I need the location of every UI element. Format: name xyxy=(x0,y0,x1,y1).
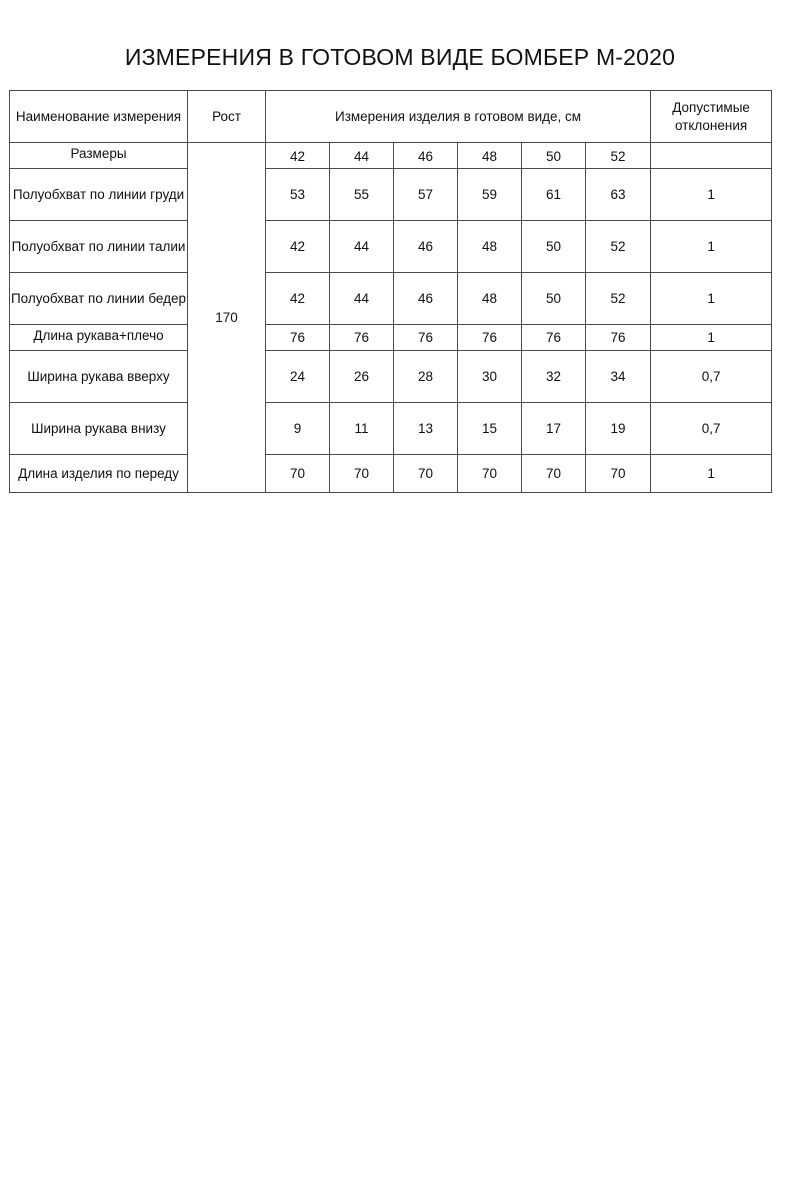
value-cell: 48 xyxy=(458,221,522,273)
value-cell: 46 xyxy=(394,273,458,325)
value-cell: 9 xyxy=(266,403,330,455)
measurements-table xyxy=(9,90,772,493)
row-name: Полуобхват по линии бедер xyxy=(10,273,188,325)
value-cell: 42 xyxy=(266,221,330,273)
row-name: Полуобхват по линии груди xyxy=(10,169,188,221)
header-row xyxy=(10,91,772,143)
size-cell: 42 xyxy=(266,143,330,169)
page-title: ИЗМЕРЕНИЯ В ГОТОВОМ ВИДЕ БОМБЕР М-2020 xyxy=(124,44,676,70)
height-value: 170 xyxy=(188,143,266,493)
tolerance-cell: 1 xyxy=(651,273,772,325)
value-cell: 59 xyxy=(458,169,522,221)
value-cell: 28 xyxy=(394,351,458,403)
value-cell: 76 xyxy=(586,325,651,351)
value-cell: 70 xyxy=(330,455,394,493)
value-cell: 19 xyxy=(586,403,651,455)
value-cell: 53 xyxy=(266,169,330,221)
table-row xyxy=(10,455,772,493)
sizes-row xyxy=(10,143,772,169)
header-tolerance: Допустимые отклонения xyxy=(651,91,772,143)
tolerance-cell: 0,7 xyxy=(651,403,772,455)
value-cell: 76 xyxy=(266,325,330,351)
table-row xyxy=(10,403,772,455)
tolerance-cell: 1 xyxy=(651,455,772,493)
tolerance-cell: 1 xyxy=(651,221,772,273)
value-cell: 76 xyxy=(458,325,522,351)
value-cell: 76 xyxy=(330,325,394,351)
tolerance-cell: 1 xyxy=(651,169,772,221)
value-cell: 70 xyxy=(522,455,586,493)
table-row xyxy=(10,325,772,351)
value-cell: 30 xyxy=(458,351,522,403)
value-cell: 70 xyxy=(586,455,651,493)
table-row xyxy=(10,351,772,403)
row-name: Полуобхват по линии талии xyxy=(10,221,188,273)
size-tolerance-empty xyxy=(651,143,772,169)
value-cell: 50 xyxy=(522,221,586,273)
value-cell: 70 xyxy=(394,455,458,493)
value-cell: 57 xyxy=(394,169,458,221)
size-cell: 44 xyxy=(330,143,394,169)
value-cell: 17 xyxy=(522,403,586,455)
table-row xyxy=(10,273,772,325)
size-cell: 48 xyxy=(458,143,522,169)
size-cell: 46 xyxy=(394,143,458,169)
value-cell: 52 xyxy=(586,221,651,273)
value-cell: 50 xyxy=(522,273,586,325)
header-name: Наименование измерения xyxy=(10,91,188,143)
header-height: Рост xyxy=(188,91,266,143)
row-name: Длина изделия по переду xyxy=(10,455,188,493)
row-name: Ширина рукава вверху xyxy=(10,351,188,403)
value-cell: 44 xyxy=(330,221,394,273)
value-cell: 44 xyxy=(330,273,394,325)
value-cell: 52 xyxy=(586,273,651,325)
value-cell: 63 xyxy=(586,169,651,221)
value-cell: 46 xyxy=(394,221,458,273)
row-name: Длина рукава+плечо xyxy=(10,325,188,351)
value-cell: 70 xyxy=(266,455,330,493)
table-row xyxy=(10,169,772,221)
value-cell: 13 xyxy=(394,403,458,455)
value-cell: 15 xyxy=(458,403,522,455)
row-name: Ширина рукава внизу xyxy=(10,403,188,455)
tolerance-cell: 0,7 xyxy=(651,351,772,403)
value-cell: 34 xyxy=(586,351,651,403)
value-cell: 76 xyxy=(394,325,458,351)
value-cell: 76 xyxy=(522,325,586,351)
size-cell: 52 xyxy=(586,143,651,169)
size-cell: 50 xyxy=(522,143,586,169)
value-cell: 48 xyxy=(458,273,522,325)
value-cell: 26 xyxy=(330,351,394,403)
value-cell: 70 xyxy=(458,455,522,493)
header-measurements: Измерения изделия в готовом виде, см xyxy=(266,91,651,143)
value-cell: 11 xyxy=(330,403,394,455)
sizes-label: Размеры xyxy=(10,143,188,169)
value-cell: 61 xyxy=(522,169,586,221)
table-row xyxy=(10,221,772,273)
value-cell: 32 xyxy=(522,351,586,403)
value-cell: 55 xyxy=(330,169,394,221)
value-cell: 24 xyxy=(266,351,330,403)
tolerance-cell: 1 xyxy=(651,325,772,351)
value-cell: 42 xyxy=(266,273,330,325)
